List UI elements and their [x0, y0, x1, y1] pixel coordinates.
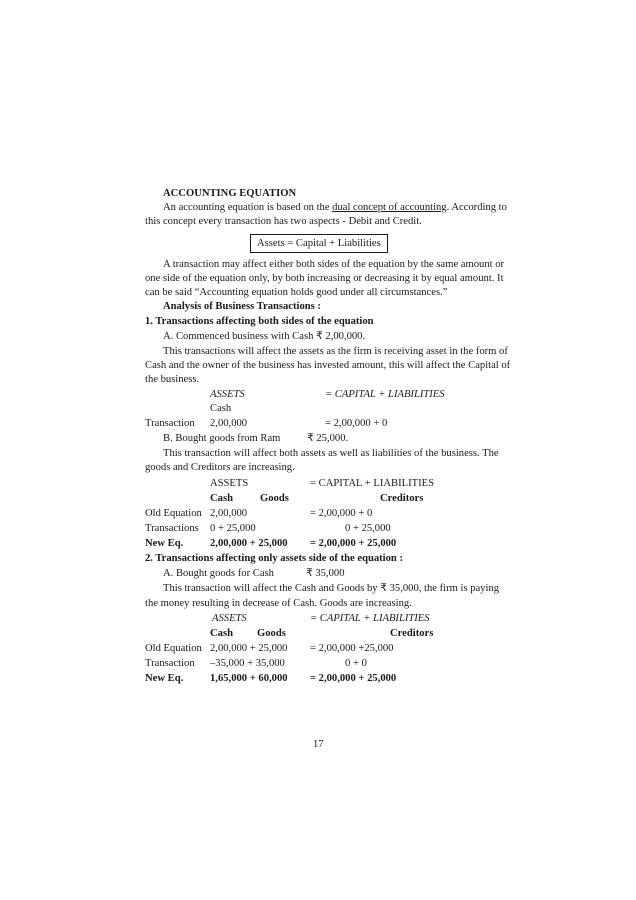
section1-b-para-2: goods and Creditors are increasing.: [145, 462, 295, 473]
section1-b-amount: ₹ 25,000.: [307, 433, 349, 444]
t2-r2-lhs: 0 + 25,000: [210, 523, 256, 534]
t2-r1-rhs: = 2,00,000 + 0: [310, 508, 373, 519]
intro-text-end: . According to: [446, 202, 507, 213]
t2-r1-lhs: 2,00,000: [210, 508, 248, 519]
t3-r2-label: Transaction: [145, 658, 195, 669]
t2-rhs-header: = CAPITAL + LIABILITIES: [310, 478, 434, 489]
t1-cash-header: Cash: [210, 403, 232, 414]
para2-line-2: one side of the equation only, by both increasing or decreasing it by equal amount. It: [145, 273, 504, 284]
t1-row-lhs: 2,00,000: [210, 418, 248, 429]
t2-cash-header: Cash: [210, 493, 233, 504]
t3-r3-lhs: 1,65,000 + 60,000: [210, 673, 288, 684]
t3-r3-rhs: = 2,00,000 + 25,000: [310, 673, 397, 684]
t2-r3-rhs: = 2,00,000 + 25,000: [310, 538, 397, 549]
section1-b-line: B. Bought goods from Ram: [163, 433, 281, 444]
t3-r3-label: New Eq.: [145, 673, 184, 684]
t2-goods-header: Goods: [260, 493, 289, 504]
section1-a-line: A. Commenced business with Cash ₹ 2,00,000.: [163, 331, 366, 342]
section2-a-amount: ₹ 35,000: [306, 568, 345, 579]
section2-a-line: A. Bought goods for Cash: [163, 568, 274, 579]
t1-row-rhs: = 2,00,000 + 0: [325, 418, 388, 429]
intro-line-1: [163, 201, 507, 214]
intro-line-2: this concept every transaction has two aspects - Debit and Credit.: [145, 216, 422, 227]
section1-a-para-1: This transactions will affect the assets as the firm is receiving asset in the form of: [163, 346, 508, 357]
section1-a-para-3: the business.: [145, 374, 200, 385]
t3-r1-rhs: = 2,00,000 +25,000: [310, 643, 394, 654]
t2-r3-label: New Eq.: [145, 538, 184, 549]
analysis-heading: Analysis of Business Transactions :: [163, 301, 321, 312]
para2-line-3: can be said “Accounting equation holds good under all circumstances.”: [145, 287, 448, 298]
section1-b-para-1: This transaction will affect both assets as well as liabilities of the business. The: [163, 448, 499, 459]
t2-assets-header: ASSETS: [210, 478, 249, 489]
para2-line-1: A transaction may affect either both sides of the equation by the same amount or: [163, 259, 505, 270]
t3-rhs-header: = CAPITAL + LIABILITIES: [310, 613, 430, 624]
equation-box: Assets = Capital + Liabilities: [250, 234, 388, 253]
t2-creditors-header: Creditors: [380, 493, 424, 504]
t2-r2-label: Transactions: [145, 523, 199, 534]
t3-goods-header: Goods: [257, 628, 286, 639]
t3-r2-rhs: 0 + 0: [345, 658, 367, 669]
t3-r2-lhs: –35,000 + 35,000: [210, 658, 285, 669]
page-number: 17: [313, 739, 324, 750]
section1-heading: 1. Transactions affecting both sides of the equation: [145, 316, 374, 327]
section2-heading: 2. Transactions affecting only assets side of the equation :: [145, 553, 403, 564]
t3-assets-header: ASSETS: [212, 613, 247, 624]
t3-r1-label: Old Equation: [145, 643, 202, 654]
t3-r1-lhs: 2,00,000 + 25,000: [210, 643, 288, 654]
t2-r1-label: Old Equation: [145, 508, 202, 519]
t1-row-label: Transaction: [145, 418, 195, 429]
section1-a-para-2: Cash and the owner of the business has invested amount, this will affect the Capital of: [145, 360, 511, 371]
intro-text: An accounting equation is based on the: [163, 202, 333, 213]
t3-creditors-header: Creditors: [390, 628, 434, 639]
t2-r2-rhs: 0 + 25,000: [345, 523, 391, 534]
dual-concept-link: dual concept of accounting: [332, 202, 447, 213]
section2-a-para-1: This transaction will affect the Cash and Goods by ₹ 35,000, the firm is paying: [163, 583, 500, 594]
t1-rhs-header: = CAPITAL + LIABILITIES: [325, 389, 445, 400]
section2-a-para-2: the money resulting in decrease of Cash. Goods are increasing.: [145, 598, 412, 609]
t2-r3-lhs: 2,00,000 + 25,000: [210, 538, 288, 549]
section-title: ACCOUNTING EQUATION: [163, 188, 297, 199]
t1-assets-header: ASSETS: [210, 389, 245, 400]
t3-cash-header: Cash: [210, 628, 233, 639]
